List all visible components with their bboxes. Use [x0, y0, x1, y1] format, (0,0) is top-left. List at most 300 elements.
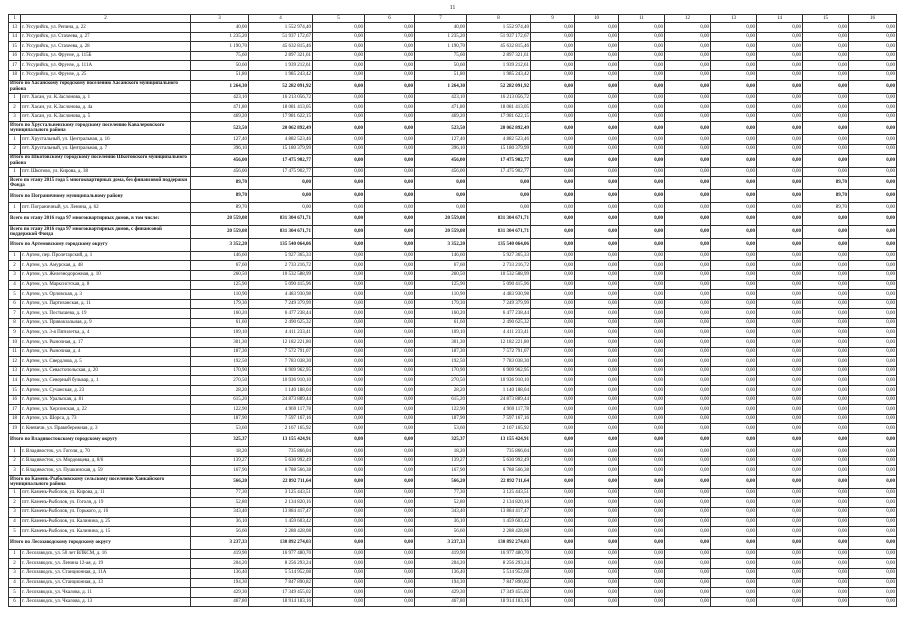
- table-row: [9, 568, 897, 578]
- value-cell-c10: 0,00: [575, 536, 619, 549]
- value-cell-c8: 4 882 523,46: [467, 135, 531, 145]
- value-cell-c14: 0,00: [757, 61, 803, 71]
- column-number: 1: [9, 15, 21, 23]
- value-cell-c15: 0,00: [803, 135, 849, 145]
- value-cell-c8: 45 632 815,46: [467, 42, 531, 52]
- value-cell-c6: 0,00: [365, 23, 415, 33]
- page-number: 11: [449, 5, 456, 11]
- value-cell-c12: 0,00: [665, 270, 711, 280]
- table-row: [9, 270, 897, 280]
- value-cell-c13: 0,00: [711, 144, 757, 154]
- value-cell-c4: 735 866,04: [249, 447, 313, 457]
- value-cell-c12: 0,00: [665, 190, 711, 203]
- value-cell-c8: 15 180 379,99: [467, 144, 531, 154]
- row-number-cell: 6: [9, 597, 21, 607]
- value-cell-c4: 12 182 221,80: [249, 338, 313, 348]
- value-cell-c4: 6 477 238,44: [249, 309, 313, 319]
- value-cell-c3: 170,90: [191, 366, 249, 376]
- value-cell-c6: 0,00: [365, 203, 415, 213]
- value-cell-c15: 0,00: [803, 578, 849, 588]
- value-cell-c9: 0,00: [531, 466, 575, 476]
- value-cell-c15: 0,00: [803, 357, 849, 367]
- value-cell-c11: 0,00: [619, 290, 665, 300]
- value-cell-c14: 0,00: [757, 338, 803, 348]
- value-cell-c5: 0,00: [313, 251, 365, 261]
- value-cell-c6: 0,00: [365, 70, 415, 80]
- value-cell-c7: 615,20: [415, 395, 467, 405]
- value-cell-c9: 0,00: [531, 386, 575, 396]
- row-number-cell: 4: [9, 578, 21, 588]
- value-cell-c5: 0,00: [313, 238, 365, 251]
- value-cell-c15: 89,70: [803, 190, 849, 203]
- value-cell-c3: 61,60: [191, 318, 249, 328]
- row-number-cell: 1: [9, 251, 21, 261]
- value-cell-c15: 0,00: [803, 588, 849, 598]
- table-row: [9, 280, 897, 290]
- value-cell-c10: 0,00: [575, 261, 619, 271]
- value-cell-c15: 0,00: [803, 154, 849, 167]
- address-cell: г. Лесозаводск, ул. 50 лет ВЛКСМ, д. 16: [21, 549, 191, 559]
- value-cell-c14: 0,00: [757, 424, 803, 434]
- value-cell-c7: 50,60: [415, 61, 467, 71]
- value-cell-c11: 0,00: [619, 507, 665, 517]
- value-cell-c8: 831 304 671,71: [467, 212, 531, 225]
- value-cell-c5: 0,00: [313, 578, 365, 588]
- value-cell-c3: 122,90: [191, 405, 249, 415]
- row-number-cell: 2: [9, 144, 21, 154]
- value-cell-c5: 0,00: [313, 549, 365, 559]
- value-cell-c10: 0,00: [575, 424, 619, 434]
- value-cell-c16: 0,00: [849, 466, 897, 476]
- address-cell: г. Лесозаводск, ул. Чкалова, д. 11: [21, 588, 191, 598]
- value-cell-c7: 139,27: [415, 456, 467, 466]
- value-cell-c12: 0,00: [665, 447, 711, 457]
- value-cell-c5: 0,00: [313, 103, 365, 113]
- value-cell-c6: 0,00: [365, 32, 415, 42]
- value-cell-c15: 0,00: [803, 414, 849, 424]
- value-cell-c4: 6 788 566,38: [249, 466, 313, 476]
- address-cell: г. Артем, пер. Пролетарский, д. 1: [21, 251, 191, 261]
- value-cell-c14: 0,00: [757, 366, 803, 376]
- value-cell-c13: 0,00: [711, 261, 757, 271]
- value-cell-c8: 130 892 274,03: [467, 536, 531, 549]
- row-number-cell: 17: [9, 61, 21, 71]
- value-cell-c4: 2 134 820,16: [249, 498, 313, 508]
- value-cell-c15: 0,00: [803, 122, 849, 135]
- value-cell-c11: 0,00: [619, 80, 665, 93]
- value-cell-c5: 0,00: [313, 270, 365, 280]
- value-cell-c15: 89,70: [803, 177, 849, 190]
- value-cell-c9: 0,00: [531, 103, 575, 113]
- address-cell: г. Лесозаводск, ул. Станционная, д. 13: [21, 578, 191, 588]
- value-cell-c4: 13 155 424,91: [249, 434, 313, 447]
- value-cell-c16: 0,00: [849, 154, 897, 167]
- value-cell-c16: 0,00: [849, 122, 897, 135]
- address-cell: г. Лесозаводск, ул. Станционная, д. 11А: [21, 568, 191, 578]
- value-cell-c11: 0,00: [619, 270, 665, 280]
- address-cell: г. Артем, ул. Рыночная, д. 17: [21, 338, 191, 348]
- value-cell-c6: 0,00: [365, 507, 415, 517]
- value-cell-c6: 0,00: [365, 466, 415, 476]
- value-cell-c7: 456,00: [415, 154, 467, 167]
- row-number-cell: 3: [9, 270, 21, 280]
- table-row: [9, 261, 897, 271]
- value-cell-c14: 0,00: [757, 318, 803, 328]
- value-cell-c4: 7 572 791,07: [249, 347, 313, 357]
- value-cell-c5: 0,00: [313, 447, 365, 457]
- value-cell-c9: 0,00: [531, 475, 575, 488]
- value-cell-c5: 0,00: [313, 475, 365, 488]
- address-cell: г. Артем, ул. Свердлова, д. 5: [21, 357, 191, 367]
- row-number-cell: 15: [9, 42, 21, 52]
- value-cell-c11: 0,00: [619, 112, 665, 122]
- address-cell: г. Артем, ул. Уральская, д. 81: [21, 395, 191, 405]
- value-cell-c13: 0,00: [711, 434, 757, 447]
- address-cell: пгт. Хасан, ул. К.Заслонова, д. 1: [21, 93, 191, 103]
- value-cell-c16: 0,00: [849, 498, 897, 508]
- value-cell-c15: 89,70: [803, 203, 849, 213]
- value-cell-c11: 0,00: [619, 447, 665, 457]
- value-cell-c15: 0,00: [803, 527, 849, 537]
- value-cell-c12: 0,00: [665, 280, 711, 290]
- value-cell-c7: 52,80: [415, 498, 467, 508]
- value-cell-c15: 0,00: [803, 167, 849, 177]
- value-cell-c12: 0,00: [665, 167, 711, 177]
- column-number: 12: [665, 15, 711, 23]
- value-cell-c16: 0,00: [849, 414, 897, 424]
- table-row: [9, 517, 897, 527]
- value-cell-c4: 18 081 413,05: [249, 103, 313, 113]
- table-row: [9, 447, 897, 457]
- value-cell-c11: 0,00: [619, 203, 665, 213]
- value-cell-c6: 0,00: [365, 386, 415, 396]
- address-cell: г. Артем, ул. Привокзальная, д. 9: [21, 318, 191, 328]
- value-cell-c12: 0,00: [665, 568, 711, 578]
- value-cell-c9: 0,00: [531, 225, 575, 238]
- value-cell-c6: 0,00: [365, 238, 415, 251]
- value-cell-c4: 5 630 992,49: [249, 456, 313, 466]
- value-cell-c9: 0,00: [531, 167, 575, 177]
- value-cell-c16: 0,00: [849, 299, 897, 309]
- value-cell-c10: 0,00: [575, 578, 619, 588]
- row-number-cell: 5: [9, 290, 21, 300]
- value-cell-c9: 0,00: [531, 32, 575, 42]
- row-number-cell: 1: [9, 488, 21, 498]
- row-number-cell: 1: [9, 549, 21, 559]
- value-cell-c14: 0,00: [757, 434, 803, 447]
- value-cell-c7: 20 559,08: [415, 212, 467, 225]
- value-cell-c14: 0,00: [757, 112, 803, 122]
- value-cell-c3: 396,10: [191, 144, 249, 154]
- table-row: [9, 23, 897, 33]
- value-cell-c7: 523,50: [415, 122, 467, 135]
- value-cell-c3: 56,60: [191, 527, 249, 537]
- value-cell-c6: 0,00: [365, 225, 415, 238]
- value-cell-c5: 0,00: [313, 203, 365, 213]
- value-cell-c8: 17 981 622,15: [467, 112, 531, 122]
- value-cell-c13: 0,00: [711, 376, 757, 386]
- value-cell-c11: 0,00: [619, 261, 665, 271]
- value-cell-c13: 0,00: [711, 597, 757, 607]
- value-cell-c10: 0,00: [575, 338, 619, 348]
- value-cell-c9: 0,00: [531, 51, 575, 61]
- value-cell-c6: 0,00: [365, 270, 415, 280]
- value-cell-c12: 0,00: [665, 80, 711, 93]
- value-cell-c11: 0,00: [619, 597, 665, 607]
- subtotal-row: [9, 190, 897, 203]
- value-cell-c6: 0,00: [365, 568, 415, 578]
- value-cell-c9: 0,00: [531, 203, 575, 213]
- value-cell-c5: 0,00: [313, 466, 365, 476]
- value-cell-c13: 0,00: [711, 527, 757, 537]
- value-cell-c14: 0,00: [757, 549, 803, 559]
- value-cell-c4: 17 349 455,02: [249, 588, 313, 598]
- value-cell-c10: 0,00: [575, 112, 619, 122]
- value-cell-c16: 0,00: [849, 167, 897, 177]
- value-cell-c11: 0,00: [619, 338, 665, 348]
- value-cell-c13: 0,00: [711, 167, 757, 177]
- value-cell-c7: 1 190,70: [415, 42, 467, 52]
- table-row: [9, 93, 897, 103]
- value-cell-c13: 0,00: [711, 386, 757, 396]
- value-cell-c3: 1 235,20: [191, 32, 249, 42]
- value-cell-c3: 429,30: [191, 588, 249, 598]
- value-cell-c4: 5 514 952,08: [249, 568, 313, 578]
- value-cell-c5: 0,00: [313, 112, 365, 122]
- value-cell-c13: 0,00: [711, 338, 757, 348]
- value-cell-c14: 0,00: [757, 32, 803, 42]
- value-cell-c15: 0,00: [803, 318, 849, 328]
- value-cell-c6: 0,00: [365, 122, 415, 135]
- value-cell-c13: 0,00: [711, 488, 757, 498]
- table-row: [9, 144, 897, 154]
- table-row: [9, 51, 897, 61]
- value-cell-c4: 2 897 321,61: [249, 51, 313, 61]
- value-cell-c3: 423,10: [191, 93, 249, 103]
- value-cell-c11: 0,00: [619, 318, 665, 328]
- value-cell-c13: 0,00: [711, 112, 757, 122]
- subtotal-row: [9, 536, 897, 549]
- table-row: [9, 366, 897, 376]
- value-cell-c9: 0,00: [531, 309, 575, 319]
- row-number-cell: 1: [9, 135, 21, 145]
- value-cell-c6: 0,00: [365, 103, 415, 113]
- value-cell-c9: 0,00: [531, 507, 575, 517]
- value-cell-c6: 0,00: [365, 93, 415, 103]
- value-cell-c12: 0,00: [665, 488, 711, 498]
- value-cell-c14: 0,00: [757, 309, 803, 319]
- value-cell-c11: 0,00: [619, 386, 665, 396]
- value-cell-c7: 343,40: [415, 507, 467, 517]
- value-cell-c12: 0,00: [665, 507, 711, 517]
- value-cell-c13: 0,00: [711, 225, 757, 238]
- table-row: [9, 357, 897, 367]
- value-cell-c6: 0,00: [365, 112, 415, 122]
- value-cell-c14: 0,00: [757, 568, 803, 578]
- value-cell-c11: 0,00: [619, 536, 665, 549]
- table-body: [9, 15, 897, 607]
- value-cell-c8: 13 155 424,91: [467, 434, 531, 447]
- value-cell-c11: 0,00: [619, 549, 665, 559]
- value-cell-c16: 0,00: [849, 376, 897, 386]
- address-cell: г. Лесозаводск, ул. Чкалова, д. 13: [21, 597, 191, 607]
- value-cell-c14: 0,00: [757, 177, 803, 190]
- value-cell-c10: 0,00: [575, 456, 619, 466]
- value-cell-c15: 0,00: [803, 93, 849, 103]
- value-cell-c14: 0,00: [757, 290, 803, 300]
- value-cell-c15: 0,00: [803, 280, 849, 290]
- value-cell-c10: 0,00: [575, 366, 619, 376]
- value-cell-c13: 0,00: [711, 517, 757, 527]
- value-cell-c7: 109,10: [415, 328, 467, 338]
- value-cell-c3: 471,80: [191, 103, 249, 113]
- value-cell-c11: 0,00: [619, 42, 665, 52]
- value-cell-c8: 16 213 056,72: [467, 93, 531, 103]
- value-cell-c12: 0,00: [665, 51, 711, 61]
- value-cell-c12: 0,00: [665, 112, 711, 122]
- value-cell-c5: 0,00: [313, 190, 365, 203]
- value-cell-c4: 4 969 117,78: [249, 405, 313, 415]
- value-cell-c16: 0,00: [849, 290, 897, 300]
- value-cell-c14: 0,00: [757, 536, 803, 549]
- value-cell-c15: 0,00: [803, 456, 849, 466]
- value-cell-c12: 0,00: [665, 414, 711, 424]
- value-cell-c7: 325,37: [415, 434, 467, 447]
- value-cell-c3: 179,30: [191, 299, 249, 309]
- table-row: [9, 338, 897, 348]
- value-cell-c7: 467,80: [415, 597, 467, 607]
- value-cell-c13: 0,00: [711, 42, 757, 52]
- value-cell-c9: 0,00: [531, 414, 575, 424]
- value-cell-c8: 2 733 216,72: [467, 261, 531, 271]
- address-cell: г. Артем, ул. Железнодорожная, д. 10: [21, 270, 191, 280]
- value-cell-c11: 0,00: [619, 103, 665, 113]
- value-cell-c4: 0,00: [249, 177, 313, 190]
- value-cell-c10: 0,00: [575, 61, 619, 71]
- row-number-cell: 14: [9, 376, 21, 386]
- value-cell-c8: 6 909 962,95: [467, 366, 531, 376]
- value-cell-c9: 0,00: [531, 434, 575, 447]
- value-cell-c8: 6 477 238,44: [467, 309, 531, 319]
- value-cell-c11: 0,00: [619, 154, 665, 167]
- value-cell-c11: 0,00: [619, 456, 665, 466]
- value-cell-c14: 0,00: [757, 203, 803, 213]
- value-cell-c5: 0,00: [313, 527, 365, 537]
- value-cell-c14: 0,00: [757, 154, 803, 167]
- value-cell-c9: 0,00: [531, 588, 575, 598]
- value-cell-c7: 110,90: [415, 290, 467, 300]
- value-cell-c9: 0,00: [531, 270, 575, 280]
- value-cell-c14: 0,00: [757, 167, 803, 177]
- row-number-cell: 13: [9, 23, 21, 33]
- value-cell-c6: 0,00: [365, 447, 415, 457]
- value-cell-c5: 0,00: [313, 559, 365, 569]
- value-cell-c16: 0,00: [849, 338, 897, 348]
- value-cell-c5: 0,00: [313, 61, 365, 71]
- value-cell-c15: 0,00: [803, 475, 849, 488]
- row-number-cell: 2: [9, 456, 21, 466]
- value-cell-c5: 0,00: [313, 488, 365, 498]
- value-cell-c13: 0,00: [711, 32, 757, 42]
- table-row: [9, 527, 897, 537]
- value-cell-c3: 456,00: [191, 154, 249, 167]
- address-cell: г. Артем, ул. Херсонская, д. 22: [21, 405, 191, 415]
- value-cell-c6: 0,00: [365, 177, 415, 190]
- value-cell-c7: 61,60: [415, 318, 467, 328]
- value-cell-c14: 0,00: [757, 190, 803, 203]
- value-cell-c13: 0,00: [711, 177, 757, 190]
- value-cell-c9: 0,00: [531, 177, 575, 190]
- value-cell-c3: 3 237,33: [191, 536, 249, 549]
- value-cell-c14: 0,00: [757, 51, 803, 61]
- value-cell-c9: 0,00: [531, 23, 575, 33]
- value-cell-c12: 0,00: [665, 261, 711, 271]
- value-cell-c11: 0,00: [619, 212, 665, 225]
- value-cell-c12: 0,00: [665, 466, 711, 476]
- value-cell-c12: 0,00: [665, 318, 711, 328]
- value-cell-c16: 0,00: [849, 536, 897, 549]
- value-cell-c9: 0,00: [531, 498, 575, 508]
- address-cell: г. Владивосток, ул. Пушкинская, д. 59: [21, 466, 191, 476]
- value-cell-c11: 0,00: [619, 347, 665, 357]
- value-cell-c10: 0,00: [575, 167, 619, 177]
- value-cell-c4: 7 597 167,16: [249, 414, 313, 424]
- value-cell-c8: 2 288 428,08: [467, 527, 531, 537]
- value-cell-c4: 24 873 889,44: [249, 395, 313, 405]
- value-cell-c9: 0,00: [531, 549, 575, 559]
- value-cell-c14: 0,00: [757, 42, 803, 52]
- value-cell-c10: 0,00: [575, 144, 619, 154]
- value-cell-c12: 0,00: [665, 527, 711, 537]
- value-cell-c4: 17 475 902,77: [249, 154, 313, 167]
- value-cell-c14: 0,00: [757, 93, 803, 103]
- subtotal-label: Итого по Шкотовскому городскому поселению Шкотовского муниципального района: [9, 154, 191, 167]
- table-row: [9, 466, 897, 476]
- value-cell-c10: 0,00: [575, 386, 619, 396]
- value-cell-c4: 4 411 233,41: [249, 328, 313, 338]
- value-cell-c8: 2 167 165,92: [467, 424, 531, 434]
- value-cell-c13: 0,00: [711, 395, 757, 405]
- value-cell-c10: 0,00: [575, 51, 619, 61]
- value-cell-c3: 419,90: [191, 549, 249, 559]
- value-cell-c9: 0,00: [531, 395, 575, 405]
- value-cell-c9: 0,00: [531, 154, 575, 167]
- value-cell-c3: 260,50: [191, 270, 249, 280]
- address-cell: г. Уссурийск, ул. Фрунзе, д. 25: [21, 70, 191, 80]
- value-cell-c16: 0,00: [849, 261, 897, 271]
- value-cell-c4: 135 540 064,06: [249, 238, 313, 251]
- value-cell-c3: 3 352,20: [191, 238, 249, 251]
- value-cell-c5: 0,00: [313, 456, 365, 466]
- table-row: [9, 578, 897, 588]
- row-number-cell: 15: [9, 386, 21, 396]
- value-cell-c7: 28,20: [415, 386, 467, 396]
- value-cell-c6: 0,00: [365, 190, 415, 203]
- value-cell-c16: 0,00: [849, 103, 897, 113]
- address-cell: пгт. Камень-Рыболов, ул. Калинина, д. 25: [21, 517, 191, 527]
- value-cell-c13: 0,00: [711, 154, 757, 167]
- value-cell-c15: 0,00: [803, 103, 849, 113]
- value-cell-c13: 0,00: [711, 103, 757, 113]
- value-cell-c15: 0,00: [803, 434, 849, 447]
- value-cell-c8: 52 282 091,92: [467, 80, 531, 93]
- value-cell-c7: 125,90: [415, 280, 467, 290]
- row-number-cell: 11: [9, 347, 21, 357]
- value-cell-c4: 16 977 480,70: [249, 549, 313, 559]
- value-cell-c11: 0,00: [619, 376, 665, 386]
- value-cell-c14: 0,00: [757, 135, 803, 145]
- value-cell-c16: 0,00: [849, 212, 897, 225]
